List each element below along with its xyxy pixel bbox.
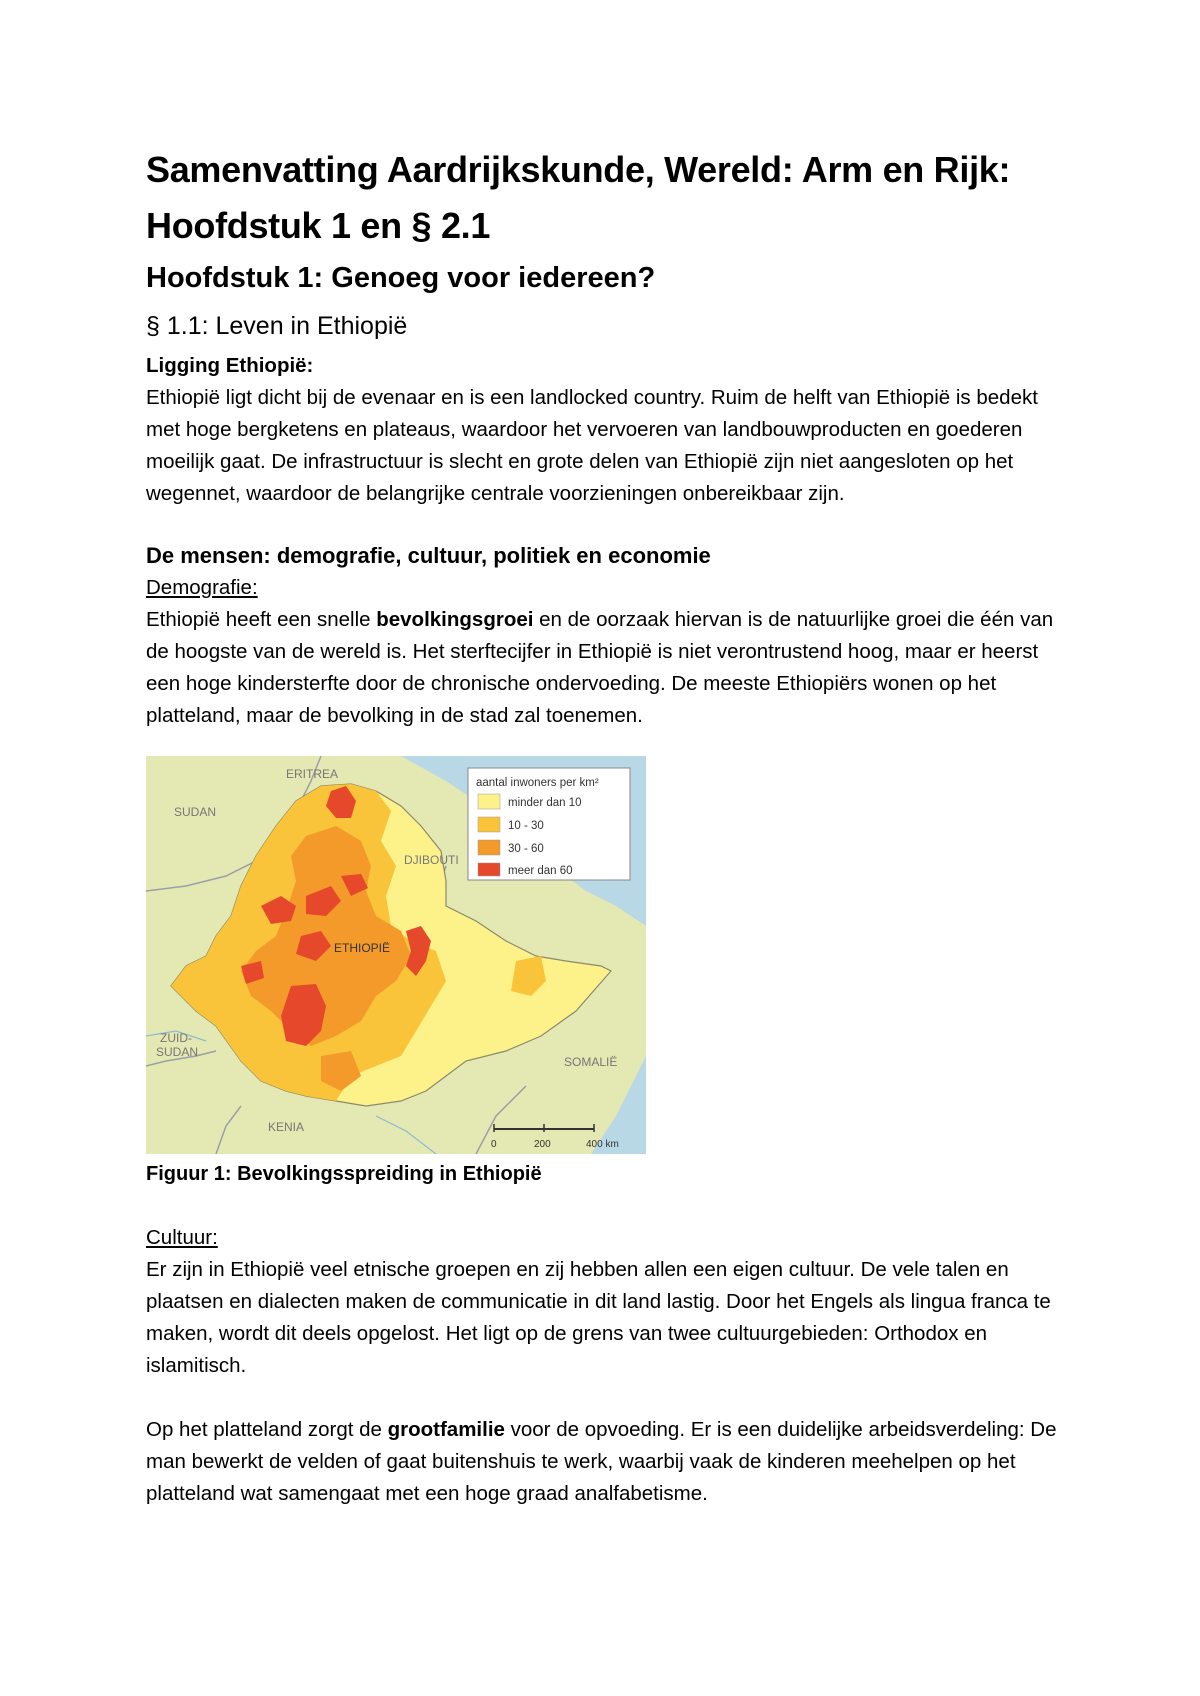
cultuur-paragraph-2 bbox=[146, 1414, 1066, 1510]
map-label-sudan: SUDAN bbox=[174, 805, 217, 819]
demografie-paragraph bbox=[146, 604, 1066, 732]
spacer bbox=[146, 1382, 1066, 1414]
cultuur-paragraph: Er zijn in Ethiopië veel etnische groepen en zij hebben allen een eigen cultuur. De vele talen en plaatsen en dialecten maken de communicatie in dit land lastig. Door het Engels als lingua franca te maken, wordt dit deels opgelost. Het ligt op de grens van twee cultuurgebieden: Orthodox en islamitisch. bbox=[146, 1258, 1051, 1377]
cultuur-heading: Cultuur: bbox=[146, 1226, 218, 1249]
demografie-text-1: Ethiopië heeft een snelle bbox=[146, 608, 377, 631]
legend-swatch-2 bbox=[478, 817, 500, 832]
ligging-paragraph: Ethiopië ligt dicht bij de evenaar en is een landlocked country. Ruim de helft van Ethiopië is bedekt met hoge bergketens en plateaus, waardoor het vervoeren van landbouwproducten en goederen moeilijk gaat. De infrastructuur is slecht en grote delen van Ethiopië zijn niet aangesloten op het wegennet, waardoor de belangrijke centrale voorzieningen onbereikbaar zijn. bbox=[146, 386, 1038, 505]
legend-label-2: 10 - 30 bbox=[508, 820, 544, 832]
map-label-somalia: SOMALIË bbox=[564, 1055, 618, 1069]
section-heading: § 1.1: Leven in Ethiopië bbox=[146, 312, 408, 340]
map-label-eritrea: ERITREA bbox=[286, 767, 339, 781]
cultuur-text-1: Op het platteland zorgt de bbox=[146, 1418, 388, 1441]
mensen-heading: De mensen: demografie, cultuur, politiek en economie bbox=[146, 543, 711, 568]
grootfamilie-term: grootfamilie bbox=[387, 1418, 505, 1441]
legend-title: aantal inwoners per km² bbox=[476, 777, 599, 789]
map-label-ethiopia: ETHIOPIË bbox=[334, 941, 391, 955]
map-label-south-sudan-2: SUDAN bbox=[156, 1045, 199, 1059]
population-map bbox=[146, 756, 646, 1154]
demografie-text-2: en de oorzaak hiervan is de natuurlijke groei die één van de hoogste van de wereld is. Het sterftecijfer in Ethiopië is niet verontrustend hoog, maar er heerst een hoge kindersterfte door de chronische ondervoeding. De meeste Ethiopiërs wonen op het platteland, maar de bevolking in de stad zal toenemen. bbox=[146, 608, 1054, 727]
figure-caption: Figuur 1: Bevolkingsspreiding in Ethiopië bbox=[146, 1163, 542, 1185]
map-label-djibouti: DJIBOUTI bbox=[404, 853, 459, 867]
legend-label-3: 30 - 60 bbox=[508, 843, 544, 855]
spacer bbox=[146, 1190, 1066, 1222]
document-title: Samenvatting Aardrijkskunde, Wereld: Arm en Rijk: Hoofdstuk 1 en § 2.1 bbox=[146, 149, 1011, 246]
legend-swatch-4 bbox=[478, 863, 500, 876]
map-legend bbox=[468, 768, 630, 880]
scale-label-200: 200 bbox=[534, 1139, 551, 1150]
ligging-heading: Ligging Ethiopië: bbox=[146, 354, 314, 377]
demografie-heading: Demografie: bbox=[146, 576, 258, 599]
cultuur-text-2: voor de opvoeding. Er is een duidelijke arbeidsverdeling: De man bewerkt de velden of gaat buitenshuis te werk, waarbij vaak de kinderen meehelpen op het platteland wat samengaat met een hoge graad analfabetisme. bbox=[146, 1418, 1057, 1505]
chapter-heading: Hoofdstuk 1: Genoeg voor iedereen? bbox=[146, 262, 656, 294]
map-label-kenya: KENIA bbox=[268, 1120, 305, 1134]
map-label-south-sudan-1: ZUID- bbox=[160, 1031, 192, 1045]
legend-swatch-3 bbox=[478, 840, 500, 855]
legend-label-1: minder dan 10 bbox=[508, 797, 582, 809]
document-content bbox=[146, 142, 1066, 1510]
legend-swatch-1 bbox=[478, 794, 500, 809]
scale-label-400: 400 km bbox=[586, 1139, 619, 1150]
scale-label-0: 0 bbox=[491, 1139, 497, 1150]
legend-label-4: meer dan 60 bbox=[508, 865, 573, 877]
bevolkingsgroei-term: bevolkingsgroei bbox=[376, 608, 534, 631]
